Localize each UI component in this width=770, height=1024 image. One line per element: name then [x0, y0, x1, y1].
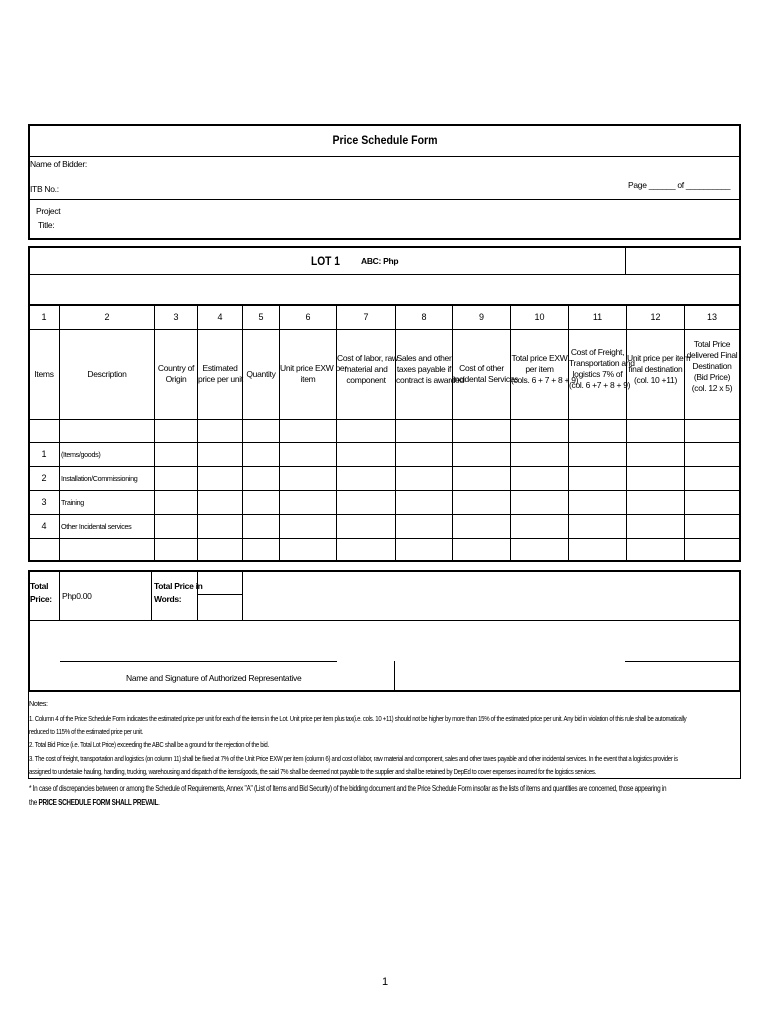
row-description: (Items/goods)	[61, 450, 101, 459]
lot-label: LOT 1	[311, 254, 340, 268]
row-number: 2	[41, 473, 47, 483]
header-freight: Cost of Freight, Transportation and logistics 7% of (col. 6 +7 + 8 + 9)	[569, 347, 635, 390]
col-number: 5	[258, 312, 264, 322]
col-number: 7	[363, 312, 369, 322]
header-total-delivered: Total Price delivered Final Destination (Bid Price) (col. 12 x 5)	[686, 339, 738, 393]
header-description: Description	[87, 369, 127, 379]
col-number: 4	[217, 312, 223, 322]
header-quantity: Quantity	[246, 369, 276, 379]
abc-label: ABC: Php	[361, 256, 399, 266]
row-number: 1	[41, 449, 47, 459]
note-3: 3. The cost of freight, transportation and logistics (on column 11) shall be fixed at 7% of the Unit Price EXW per item (column 6) and cost of labor, raw material and component, sales and other taxes payable and other incidental services. In the event that a logistics provider is assigned to undertake hauling, handling, trucking, warehousing and dispatch of the items/goods, the said 7% shall be deemed not payable to the supplier and shall be retained by DepEd to cover expenses incurred for the logistics services.	[29, 754, 678, 776]
note-2: 2. Total Bid Price (i.e. Total Lot Price) exceeding the ABC shall be a ground for the rejection of the bid.	[29, 740, 269, 749]
header-items: Items	[34, 369, 54, 379]
row-number: 3	[41, 497, 47, 507]
signature-label: Name and Signature of Authorized Representative	[126, 673, 302, 683]
total-price-value: Php0.00	[62, 591, 92, 601]
col-number: 11	[592, 312, 603, 322]
header-country-of-origin: Country of Origin	[157, 363, 195, 384]
total-price-in-words-label: Total Price in Words:	[154, 581, 203, 604]
header-unit-price-final: Unit price per item final destination (col. 10 +11)	[627, 353, 691, 385]
title-label: Title:	[38, 220, 55, 230]
footnote: * In case of discrepancies between or among the Schedule of Requirements, Annex "A" (List of Items and Bid Security) of the bidding document and the Price Schedule Form insofar as the lists of items and quantities are concerned, those appearing in the PRICE SCHEDULE FORM SHALL PREVAIL.	[29, 784, 667, 807]
itb-no-label: ITB No.:	[30, 184, 59, 194]
form-title: Price Schedule Form	[332, 133, 438, 147]
header-incidental-services: Cost of other incidental Services	[453, 363, 519, 384]
col-number: 13	[706, 312, 717, 322]
row-description: Training	[61, 498, 84, 507]
col-number: 10	[534, 312, 545, 322]
header-sales-taxes: Sales and other taxes payable if contract is awarded	[396, 353, 465, 385]
signature-line-right	[625, 661, 739, 662]
note-1: 1. Column 4 of the Price Schedule Form indicates the estimated price per unit for each of the items in the Lot. Unit price per item plus tax(i.e. cols. 10 +11) should not be higher by more than 15% of the estimated price per unit. Any bid in violation of this rule shall be automatically reduced to 115% of the estimated price per unit.	[29, 714, 687, 736]
header-estimated-price: Estimated price per unit	[198, 363, 243, 384]
signature-line	[60, 661, 337, 662]
page-number: 1	[381, 976, 389, 988]
col-number: 12	[650, 312, 661, 322]
col-number: 1	[41, 312, 47, 322]
col-number: 2	[104, 312, 110, 322]
name-of-bidder-label: Name of Bidder:	[30, 159, 87, 169]
row-number: 4	[41, 521, 47, 531]
header-cost-of-labor: Cost of labor, raw material and component	[337, 353, 398, 385]
col-number: 3	[173, 312, 179, 322]
project-label: Project	[36, 206, 61, 216]
total-price-label: Total Price:	[30, 581, 52, 604]
header-unit-price-exw: Unit price EXW per item	[280, 363, 347, 384]
row-description: Installation/Commissioning	[61, 474, 138, 483]
col-number: 8	[421, 312, 427, 322]
row-description: Other Incidental services	[61, 522, 132, 531]
col-number: 6	[305, 312, 311, 322]
col-number: 9	[478, 312, 484, 322]
header-total-price-exw: Total price EXW per item (cols. 6 + 7 + 8 + 9)	[511, 353, 579, 385]
notes-heading: Notes:	[29, 699, 48, 708]
page-of-label: Page ______ of __________	[628, 180, 731, 190]
